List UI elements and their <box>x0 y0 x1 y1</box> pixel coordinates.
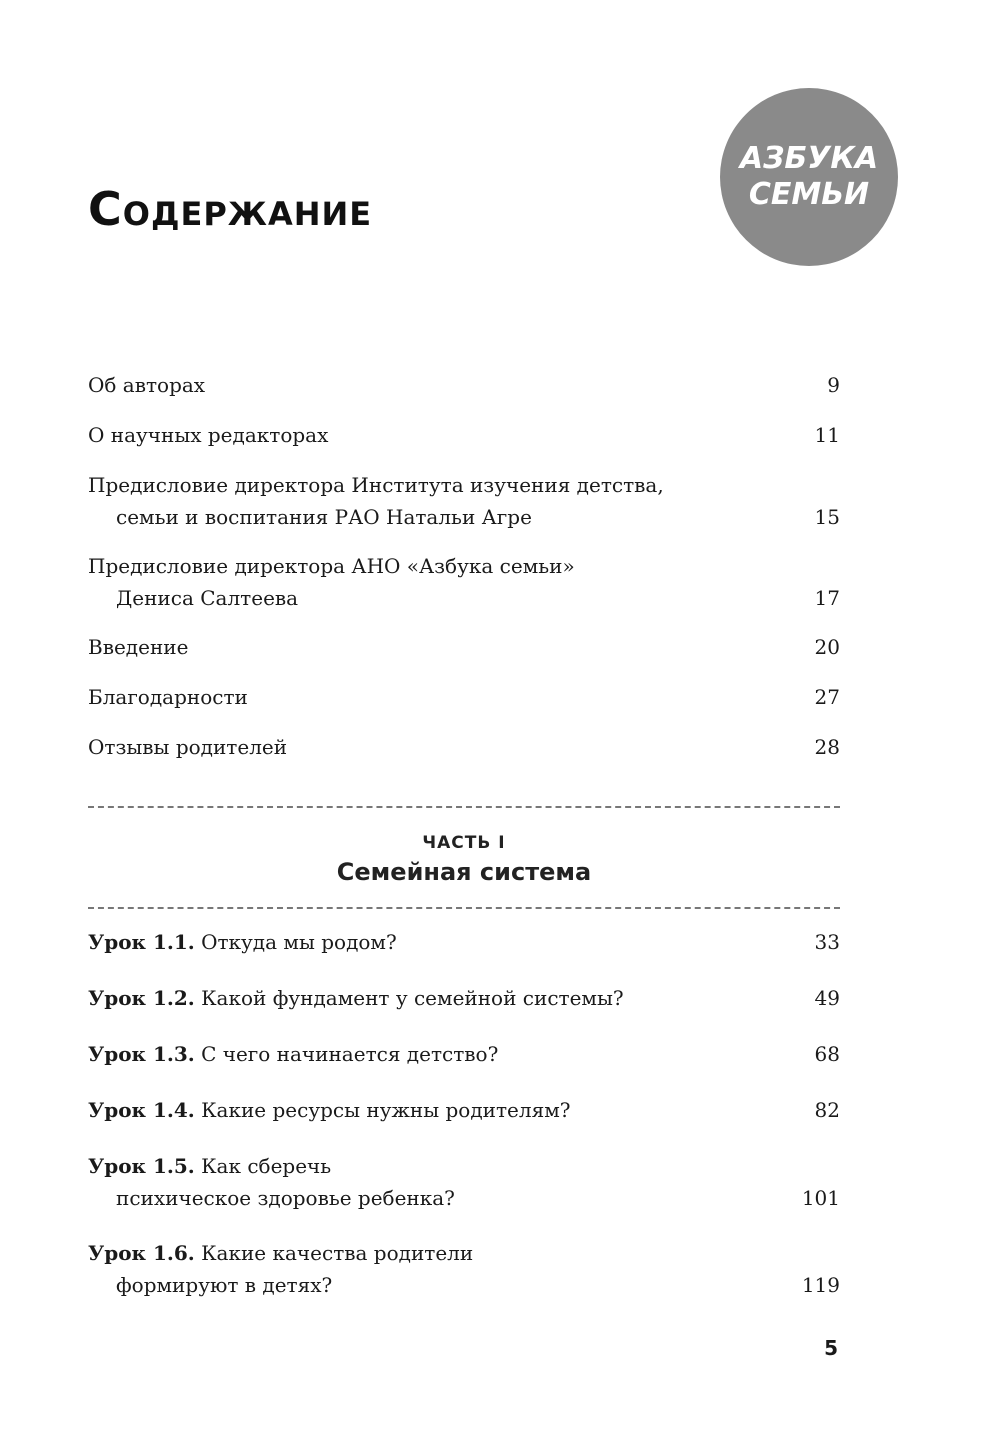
series-badge <box>720 88 898 266</box>
lesson-title-cont: формируют в детях? <box>116 1273 333 1297</box>
entry-title: Отзывы родителей <box>88 735 288 759</box>
page-number: 49 <box>814 986 840 1010</box>
entry-title-cont: семьи и воспитания РАО Натальи Агре <box>116 505 532 529</box>
toc-entry[interactable] <box>88 681 840 713</box>
divider <box>88 806 840 808</box>
lesson-number: Урок 1.2. <box>88 986 195 1010</box>
lesson-title: Какой фундамент у семейной системы? <box>201 986 624 1010</box>
page-number: 27 <box>814 685 840 709</box>
badge-line-2: СЕМЬИ <box>748 177 870 212</box>
divider <box>88 907 840 909</box>
page-number: 15 <box>814 505 840 529</box>
page-number: 33 <box>814 930 840 954</box>
page-folio: 5 <box>824 1336 838 1360</box>
toc-lesson[interactable] <box>88 926 840 958</box>
part-title: Семейная система <box>336 858 592 886</box>
page-number: 17 <box>814 586 840 610</box>
lesson-title: Какие ресурсы нужны родителям? <box>201 1098 571 1122</box>
toc-entry[interactable] <box>88 731 840 763</box>
lesson-number: Урок 1.6. <box>88 1241 195 1265</box>
entry-title: Введение <box>88 635 189 659</box>
lesson-number: Урок 1.5. <box>88 1154 195 1178</box>
entry-title-cont: Дениса Салтеева <box>116 586 299 610</box>
entry-title: Об авторах <box>88 373 206 397</box>
entry-title: О научных редакторах <box>88 423 329 447</box>
page-number: 68 <box>814 1042 840 1066</box>
page-title: Содержание <box>88 182 373 236</box>
page-number: 101 <box>801 1186 840 1210</box>
page-number: 20 <box>814 635 840 659</box>
toc-entry[interactable] <box>88 469 840 533</box>
toc-entry[interactable] <box>88 550 840 614</box>
lesson-title-cont: психическое здоровье ребенка? <box>116 1186 455 1210</box>
part-label: ЧАСТЬ I <box>422 833 506 853</box>
page-number: 28 <box>814 735 840 759</box>
toc-lesson[interactable] <box>88 1094 840 1126</box>
entry-title: Предисловие директора Института изучения детства, <box>88 473 664 497</box>
page-number: 9 <box>827 373 840 397</box>
toc-lesson[interactable] <box>88 1150 840 1214</box>
lesson-title: Откуда мы родом? <box>201 930 397 954</box>
entry-title: Предисловие директора АНО «Азбука семьи» <box>88 554 575 578</box>
page-number: 119 <box>801 1273 840 1297</box>
toc-lesson[interactable] <box>88 1038 840 1070</box>
entry-title: Благодарности <box>88 685 248 709</box>
lesson-number: Урок 1.4. <box>88 1098 195 1122</box>
page-number: 11 <box>814 423 840 447</box>
lesson-number: Урок 1.3. <box>88 1042 195 1066</box>
page-number: 82 <box>814 1098 840 1122</box>
toc-entry[interactable] <box>88 369 840 401</box>
lesson-number: Урок 1.1. <box>88 930 195 954</box>
badge-line-1: АЗБУКА <box>739 141 879 176</box>
toc-lesson[interactable] <box>88 1237 840 1301</box>
toc-entry[interactable] <box>88 419 840 451</box>
lesson-title: Как сберечь <box>201 1154 332 1178</box>
toc-lesson[interactable] <box>88 982 840 1014</box>
lesson-title: С чего начинается детство? <box>201 1042 499 1066</box>
toc-entry[interactable] <box>88 631 840 663</box>
lesson-title: Какие качества родители <box>201 1241 474 1265</box>
